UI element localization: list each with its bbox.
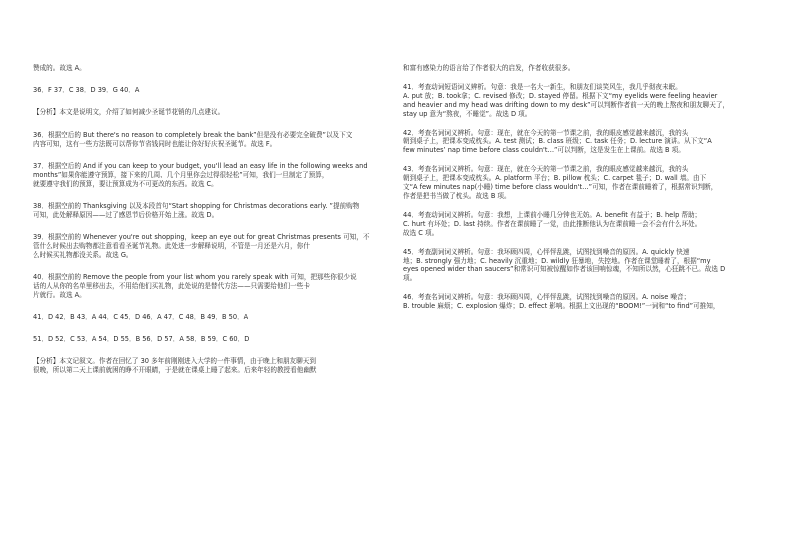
text-line: 41．考查动词短语词义辨析。句意：我是一名大一新生，和朋友们谈笑风生，我几乎彻夜未眠。 [403, 82, 682, 91]
text-line: 36．根据空后的 But there's no reason to completely break the bank”但是没有必要完全破费”以及下文 [33, 130, 353, 139]
paragraph [403, 248, 755, 284]
paragraph [33, 162, 376, 189]
paragraph-spacing [403, 73, 755, 83]
paragraph-spacing [403, 238, 755, 248]
text-line: 地；B. strongly 强力地；C. heavily 沉重地；D. wildly 狂暴地，失控地。作者在课堂睡着了，根据“my [403, 256, 711, 265]
left-text-column [33, 64, 376, 375]
text-line: 项。 [403, 274, 417, 283]
text-line: 【分析】本文是说明文，介绍了如何减少圣诞节花销的几点建议。 [33, 108, 225, 117]
paragraph-spacing [33, 95, 376, 108]
text-line: 51．D 52．C 53．A 54．D 55．B 56．D 57．A 58．B 59．C 60．D [33, 335, 250, 344]
text-line: 内容可知，这有一些方法既可以帮你节省钱同时也能让你好好庆祝圣诞节。故选 F。 [33, 139, 277, 148]
paragraph [403, 211, 755, 238]
text-line: 46．考查名词词义辨析。句意：我环顾四周，心怦怦乱跳，试图找到噪音的原因。A. noise 噪音； [403, 293, 691, 302]
text-line: stay up 意为“熬夜，不睡觉”。故选 D 项。 [403, 109, 532, 118]
text-line: 37．根据空后的 And if you can keep to your budget, you'll lead an easy life in the following weeks and [33, 161, 368, 170]
paragraph [403, 293, 755, 311]
paragraph-spacing [33, 344, 376, 357]
paragraph-spacing [33, 300, 376, 313]
text-line: 赞成的。故选 A。 [33, 64, 86, 72]
paragraph [403, 165, 755, 201]
paragraph [33, 202, 376, 220]
text-line: 39．根据空前的 Whenever you're out shopping，keep an eye out for great Christmas presents 可知，不 [33, 232, 370, 241]
text-line: 可知，此处解释原因——过了感恩节后价格开始上涨。故选 D。 [33, 210, 219, 219]
paragraph [33, 86, 376, 95]
text-line: C. hurt 有坏处；D. last 持续。作者在课前睡了一觉，由此推断他认为在课前睡一会不会有什么坏处。 [403, 219, 702, 228]
paragraph-spacing [33, 322, 376, 335]
text-line: 作者是把书当做了枕头。故选 B 项。 [403, 191, 511, 200]
paragraph [33, 313, 376, 322]
text-line: 么时候买礼物都没关系。故选 G。 [33, 250, 133, 259]
text-line: eyes opened wider than saucers”和常识可知被惊醒如作者该回响惊魂，不知所以然，心狂跳不已。故选 D [403, 265, 726, 274]
text-line: B. trouble 麻烦；C. explosion 爆炸；D. effect 影响。根据上文出现的“BOOM!”一词和“to find”可推知， [403, 302, 720, 311]
text-line: 【分析】本文记叙文。作者在回忆了 30 多年前刚刚进入大学的一件事情，由于晚上和朋友聊天到 [33, 357, 316, 366]
text-line: 41．D 42．B 43．A 44．C 45．D 46．A 47．C 48．B 49．B 50．A [33, 312, 249, 321]
paragraph [33, 273, 376, 300]
paragraph [33, 131, 376, 149]
paragraph [33, 357, 376, 375]
text-line: 管什么时候出去购物都注意看看圣诞节礼物。此处进一步解释说明，不管是一月还是六月，你什 [33, 241, 310, 250]
paragraph [33, 64, 376, 73]
text-line: 45．考查副词词义辨析。句意：我环顾四周，心怦怦乱跳，试图找到噪音的原因。A. quickly 快速 [403, 247, 690, 256]
text-line: 40．根据空前的 Remove the people from your list whom you rarely speak with 可知，把那些你很少说 [33, 272, 357, 281]
paragraph [33, 108, 376, 117]
text-line: 朝到桌子上，把课本变成枕头。A. test 测试；B. class 班级；C. task 任务；D. lecture 演讲。从下文“A [403, 137, 712, 146]
paragraph-spacing [33, 148, 376, 161]
paragraph-spacing [33, 117, 376, 130]
text-line: 就要遵守我们的预算，要让预算成为不可更改的东西。故选 C。 [33, 179, 218, 188]
paragraph-spacing [33, 220, 376, 233]
text-line: 38．根据空前的 Thanksgiving 以及本段首句“Start shopping for Christmas decorations early. ”提前购物 [33, 201, 360, 210]
paragraph-spacing [33, 260, 376, 273]
paragraph [403, 64, 755, 73]
text-line: 43．考查名词词义辨析。句意：现在，就在今天的第一节课之前，我的眼皮感觉越来越沉，我的头 [403, 165, 689, 174]
text-line: 故选 C 项。 [403, 228, 439, 237]
paragraph-spacing [33, 188, 376, 201]
text-line: 朝到桌子上，把课本变成枕头。A. platform 平台；B. pillow 枕头；C. carpet 毯子；D. wall 墙。由下 [403, 174, 707, 183]
text-line: 片就行。故选 A。 [33, 290, 86, 299]
text-line: 很晚，所以第二天上课前就困的睁不开眼睛，于是就在课桌上睡了起来。后来年轻的教授看他幽默 [33, 366, 317, 375]
text-line: and heavier and my head was drifting down to my desk”可以判断作者前一天的晚上熬夜和朋友聊天了， [403, 100, 730, 109]
text-line: months”如果你能遵守预算，接下来的几周、几个月里你会过得很轻松”可知，我们一旦制定了预算， [33, 170, 329, 179]
right-text-column [403, 64, 755, 311]
paragraph [403, 129, 755, 156]
paragraph-spacing [403, 283, 755, 293]
paragraph [403, 83, 755, 119]
paragraph-spacing [33, 73, 376, 86]
text-line: 文“A few minutes nap(小睡) time before class wouldn't…”可知，作者在课前睡着了，根据常识判断， [403, 183, 718, 192]
text-line: 36．F 37．C 38．D 39．G 40．A [33, 86, 140, 95]
paragraph [33, 335, 376, 344]
text-line: 和富有感染力的语言给了作者很大的启发，作者收获很多。 [403, 64, 575, 72]
text-line: 话的人从你的名单里移出去，不用给他们买礼物，此处说的是替代方法——只需要给他们一些卡 [33, 281, 310, 290]
paragraph-spacing [403, 155, 755, 165]
text-line: A. put 放；B. took拿；C. revised 修改；D. stayed 停留。根据下文“my eyelids were feeling heavier [403, 91, 718, 100]
paragraph-spacing [403, 119, 755, 129]
text-line: 44．考查动词词义辨析。句意：我想，上课前小睡几分钟也无妨。A. benefit 有益于；B. help 帮助； [403, 210, 702, 219]
paragraph-spacing [403, 201, 755, 211]
text-line: 42．考查名词词义辨析。句意：现在，就在今天的第一节课之前，我的眼皮感觉越来越沉，我的头 [403, 128, 689, 137]
paragraph [33, 233, 376, 260]
text-line: few minutes’ nap time before class couldn't…”可以判断，这是发生在上课前。故选 B 项。 [403, 146, 685, 155]
